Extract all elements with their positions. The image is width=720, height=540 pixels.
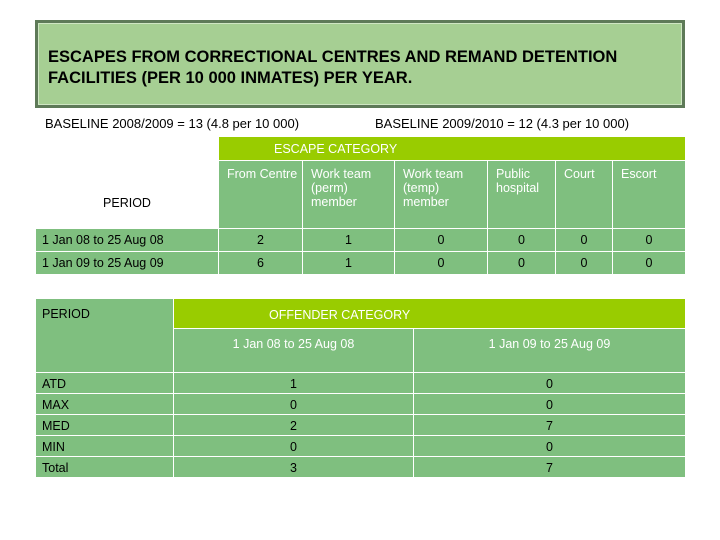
- table-row: [36, 373, 686, 394]
- cell-value: 0: [556, 229, 613, 252]
- row-category-label: ATD: [36, 373, 174, 394]
- cell-value: 1: [303, 229, 395, 252]
- cell-value: 0: [488, 229, 556, 252]
- cell-value: 0: [395, 252, 488, 275]
- title-panel: [35, 20, 685, 108]
- table-row: [36, 394, 686, 415]
- cell-value: 0: [488, 252, 556, 275]
- escape-period-header: PERIOD: [36, 161, 219, 229]
- cell-value: 1: [174, 373, 414, 394]
- cell-value: 0: [414, 373, 686, 394]
- row-period-label: 1 Jan 08 to 25 Aug 08: [36, 229, 219, 252]
- row-category-label: Total: [36, 457, 174, 478]
- table-row: [36, 436, 686, 457]
- table-row: [36, 229, 686, 252]
- table-row: [36, 415, 686, 436]
- cell-value: 0: [174, 436, 414, 457]
- cell-value: 0: [174, 394, 414, 415]
- cell-value: 7: [414, 415, 686, 436]
- cell-value: 3: [174, 457, 414, 478]
- row-category-label: MED: [36, 415, 174, 436]
- offender-period-header: PERIOD: [36, 299, 174, 373]
- page-title: ESCAPES FROM CORRECTIONAL CENTRES AND REMAND DETENTION FACILITIES (PER 10 000 INMATES) PER YEAR.: [48, 48, 618, 87]
- row-category-label: MAX: [36, 394, 174, 415]
- escape-category-header: ESCAPE CATEGORY: [219, 137, 686, 161]
- column-header-2009-period: 1 Jan 09 to 25 Aug 09: [414, 329, 686, 373]
- offender-category-table: [35, 298, 686, 478]
- column-header-from-centre: From Centre: [219, 161, 303, 229]
- escape-header-spacer: [36, 137, 219, 161]
- baseline-2008-2009: BASELINE 2008/2009 = 13 (4.8 per 10 000): [45, 116, 300, 131]
- cell-value: 0: [395, 229, 488, 252]
- column-header-escort: Escort: [613, 161, 686, 229]
- cell-value: 0: [613, 252, 686, 275]
- escape-category-table: [35, 136, 686, 275]
- cell-value: 2: [219, 229, 303, 252]
- baseline-2009-2010: BASELINE 2009/2010 = 12 (4.3 per 10 000): [375, 116, 630, 131]
- cell-value: 1: [303, 252, 395, 275]
- table-row: [36, 457, 686, 478]
- offender-category-header: OFFENDER CATEGORY: [174, 299, 686, 329]
- column-header-work-team-temp: Work team (temp) member: [395, 161, 488, 229]
- table-row: [36, 252, 686, 275]
- cell-value: 6: [219, 252, 303, 275]
- cell-value: 0: [613, 229, 686, 252]
- column-header-work-team-perm: Work team (perm) member: [303, 161, 395, 229]
- row-category-label: MIN: [36, 436, 174, 457]
- cell-value: 0: [414, 436, 686, 457]
- column-header-2008-period: 1 Jan 08 to 25 Aug 08: [174, 329, 414, 373]
- cell-value: 7: [414, 457, 686, 478]
- cell-value: 0: [414, 394, 686, 415]
- cell-value: 0: [556, 252, 613, 275]
- row-period-label: 1 Jan 09 to 25 Aug 09: [36, 252, 219, 275]
- column-header-public-hospital: Public hospital: [488, 161, 556, 229]
- cell-value: 2: [174, 415, 414, 436]
- column-header-court: Court: [556, 161, 613, 229]
